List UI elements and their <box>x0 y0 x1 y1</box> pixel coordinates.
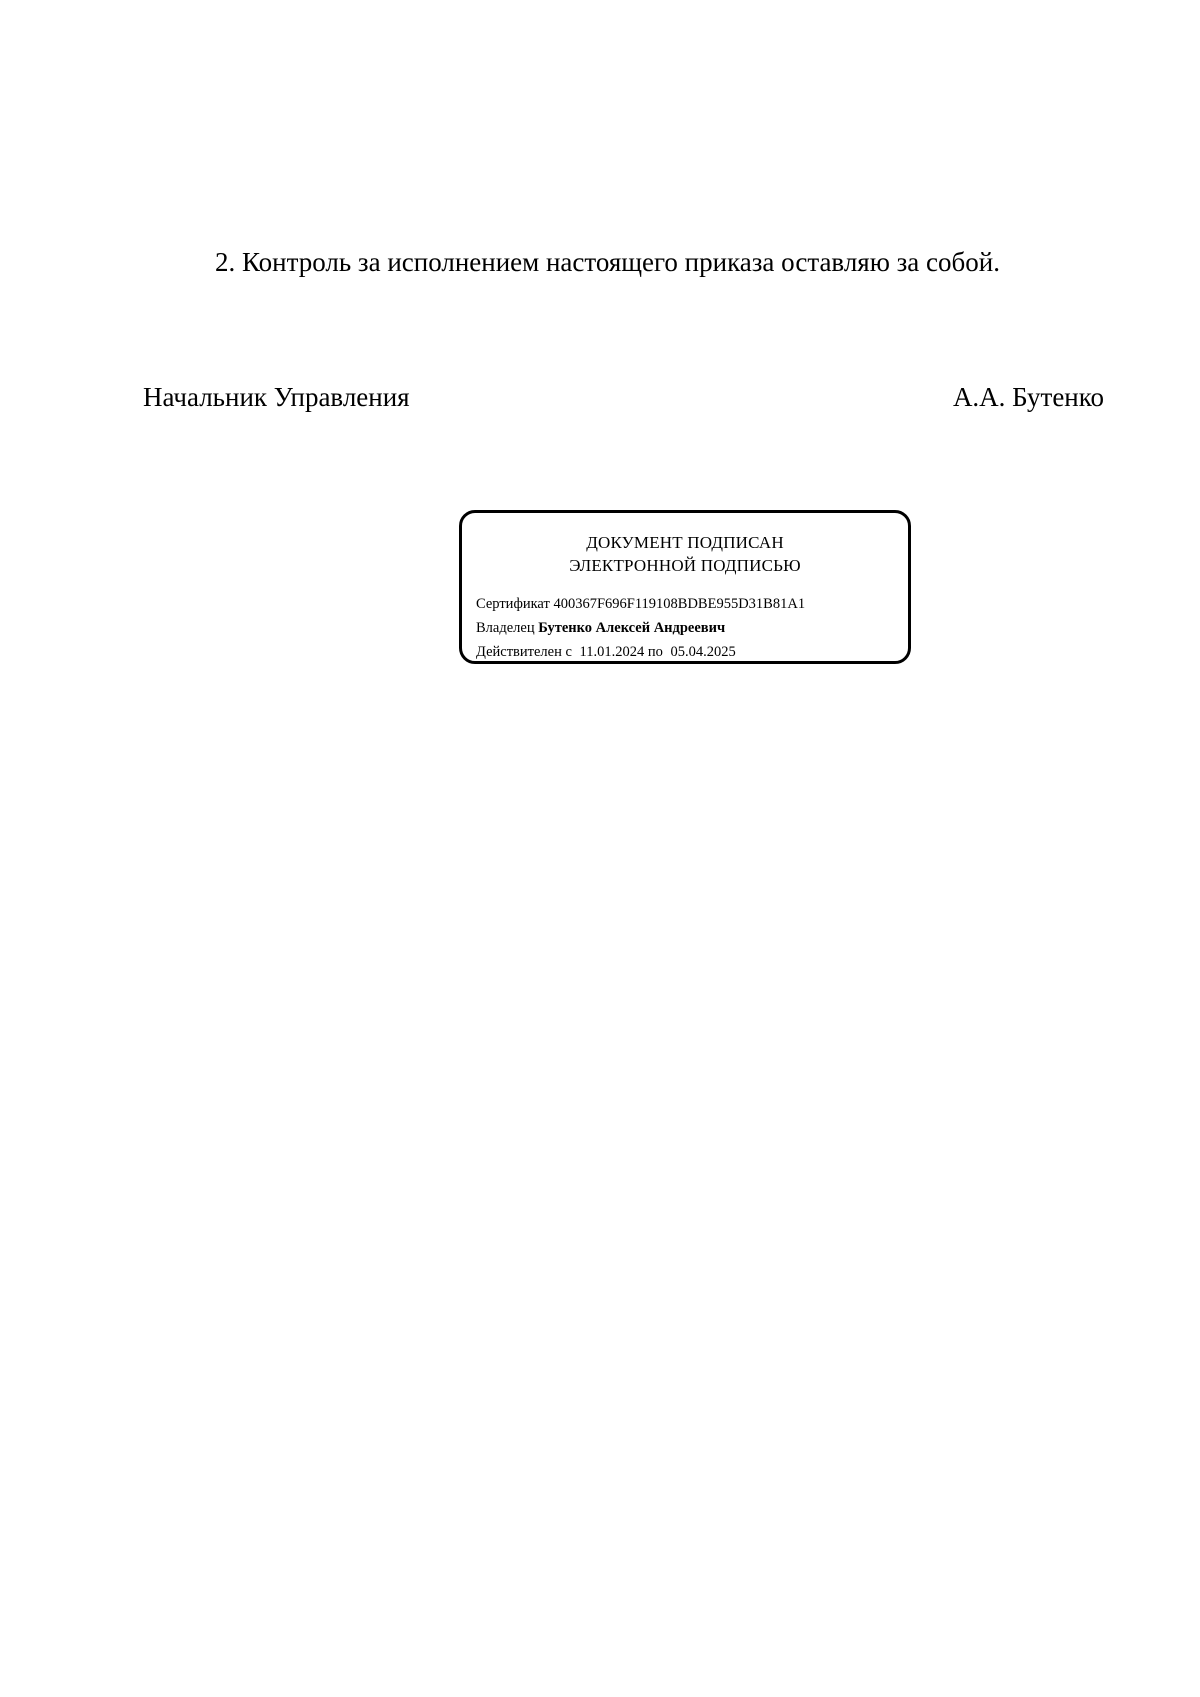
valid-to-label: по <box>647 644 663 660</box>
stamp-heading-line2: ЭЛЕКТРОННОЙ ПОДПИСЬЮ <box>569 556 801 575</box>
certificate-value: 400367F696F119108BDBE955D31B81A1 <box>553 596 806 612</box>
signer-name: А.А. Бутенко <box>952 382 1104 412</box>
owner-label: Владелец <box>476 620 535 636</box>
valid-label: Действителен <box>476 644 562 660</box>
electronic-signature-stamp <box>459 510 911 664</box>
stamp-validity-line <box>476 643 736 661</box>
valid-from-date: 11.01.2024 <box>579 644 645 660</box>
stamp-certificate-line <box>476 595 805 613</box>
valid-to-date: 05.04.2025 <box>670 644 736 660</box>
stamp-heading-line1: ДОКУМЕНТ ПОДПИСАН <box>586 533 784 552</box>
certificate-label: Сертификат <box>476 596 550 612</box>
stamp-owner-line <box>476 619 725 637</box>
valid-from-label: с <box>565 644 572 660</box>
signer-position: Начальник Управления <box>143 382 410 412</box>
signature-row <box>0 380 1200 420</box>
owner-value: Бутенко Алексей Андреевич <box>538 620 726 636</box>
stamp-heading <box>462 531 908 577</box>
control-paragraph: 2. Контроль за исполнением настоящего приказа оставляю за собой. <box>215 247 1000 277</box>
